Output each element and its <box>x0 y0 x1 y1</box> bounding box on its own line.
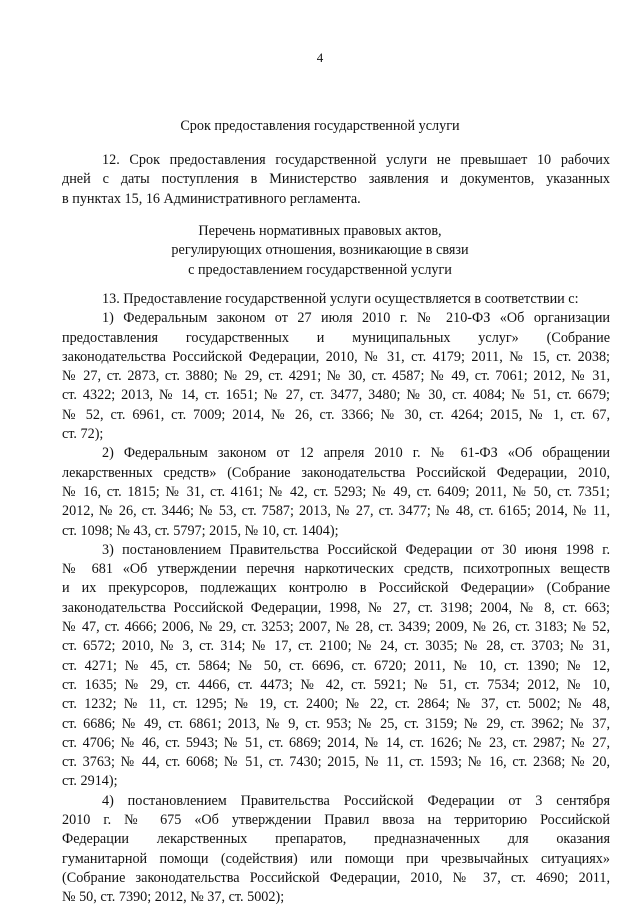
paragraph-line: 12. Срок предоставления государственной услуги не превышает 10 рабочих <box>102 152 610 168</box>
paragraph-12 <box>62 151 610 209</box>
item-3-line: ст. 2914); <box>62 773 118 790</box>
section-title: Срок предоставления государственной услуги <box>180 118 460 134</box>
paragraph-line: в пунктах 15, 16 Административного регламента. <box>62 190 361 207</box>
item-1-line: 1) Федеральным законом от 27 июля 2010 г. № 210-ФЗ «Об организации <box>102 310 610 327</box>
item-1-line: № 52, ст. 6961, ст. 7009; 2014, № 26, ст. 3366; № 30, ст. 4264; 2015, № 1, ст. 67, <box>62 406 610 423</box>
item-3-line: ст. 6686; № 49, ст. 6861; 2013, № 9, ст. 953; № 25, ст. 3159; № 29, ст. 3962; № 37, <box>62 715 610 732</box>
item-1-line: ст. 72); <box>62 426 104 443</box>
heading-line: Перечень нормативных правовых актов, <box>198 223 442 239</box>
item-3-line: ст. 4271; № 45, ст. 5864; № 50, ст. 6696, ст. 6720; 2011, № 10, ст. 1390; № 12, <box>62 657 610 674</box>
item-3-line: ст. 1232; № 11, ст. 1295; № 19, ст. 2400; № 22, ст. 2864; № 37, ст. 5002; № 48, <box>62 696 610 713</box>
item-4-line: (Собрание законодательства Российской Федерации, 2010, № 37, ст. 4690; 2011, <box>62 869 610 886</box>
heading-line: регулирующих отношения, возникающие в связи <box>171 242 469 259</box>
list-heading <box>0 222 640 280</box>
item-3-line: № 47, ст. 4666; 2006, № 29, ст. 3253; 2007, № 28, ст. 3439; 2009, № 26, ст. 3183; № 52, <box>62 619 610 636</box>
paragraph-intro: 13. Предоставление государственной услуги осуществляется в соответствии с: <box>102 291 579 307</box>
item-4-line: № 50, ст. 7390; 2012, № 37, ст. 5002); <box>62 889 285 906</box>
item-2-line: 2012, № 26, ст. 3446; № 53, ст. 7587; 2013, № 27, ст. 3477; № 48, ст. 6165; 2014, № 11, <box>62 503 610 520</box>
heading-line: с предоставлением государственной услуги <box>188 261 452 278</box>
item-4-line: Федерации лекарственных препаратов, предназначенных для оказания <box>62 831 610 848</box>
item-3-line: 3) постановлением Правительства Российской Федерации от 30 июня 1998 г. <box>102 541 610 558</box>
page-number: 4 <box>316 50 324 65</box>
item-4-line: 2010 г. № 675 «Об утверждении Правил ввоза на территорию Российской <box>62 812 610 829</box>
item-2-line: 2) Федеральным законом от 12 апреля 2010 г. № 61-ФЗ «Об обращении <box>102 445 610 462</box>
item-1-line: законодательства Российской Федерации, 2010, № 31, ст. 4179; 2011, № 15, ст. 2038; <box>62 348 610 365</box>
item-4-line: 4) постановлением Правительства Российской Федерации от 3 сентября <box>102 792 610 809</box>
item-1-line: № 27, ст. 2873, ст. 3880; № 29, ст. 4291; № 30, ст. 4587; № 49, ст. 7061; 2012, № 31, <box>62 368 610 385</box>
item-2-line: № 16, ст. 1815; № 31, ст. 4161; № 42, ст. 5293; № 49, ст. 6409; 2011, № 50, ст. 7351; <box>62 483 610 500</box>
item-2-line: лекарственных средств» (Собрание законодательства Российской Федерации, 2010, <box>62 464 610 481</box>
item-1-line: предоставления государственных и муниципальных услуг» (Собрание <box>62 329 610 346</box>
item-3-line: ст. 4706; № 46, ст. 5943; № 51, ст. 6869; 2014, № 14, ст. 1626; № 23, ст. 2987; № 27, <box>62 734 610 751</box>
item-3-line: ст. 3763; № 44, ст. 6068; № 51, ст. 7430; 2015, № 11, ст. 1593; № 16, ст. 2368; № 20, <box>62 754 610 771</box>
item-1-line: ст. 4322; 2013, № 14, ст. 1651; № 27, ст. 3477, 3480; № 30, ст. 4084; № 51, ст. 6679; <box>62 387 610 404</box>
item-3-line: ст. 6572; 2010, № 3, ст. 314; № 17, ст. 2100; № 24, ст. 3035; № 28, ст. 3703; № 31, <box>62 638 610 655</box>
paragraph-line: дней с даты поступления в Министерство заявления и документов, указанных <box>62 171 610 188</box>
item-3-line: ст. 1635; № 29, ст. 4466, ст. 4473; № 42, ст. 5921; № 51, ст. 7534; 2012, № 10, <box>62 676 610 693</box>
item-4-line: гуманитарной помощи (содействия) или помощи при чрезвычайных ситуациях» <box>62 850 610 867</box>
item-3-line: законодательства Российской Федерации, 1998, № 27, ст. 3198; 2004, № 8, ст. 663; <box>62 599 610 616</box>
paragraph-13 <box>62 290 610 908</box>
item-3-line: № 681 «Об утверждении перечня наркотических средств, психотропных веществ <box>62 561 610 578</box>
item-3-line: и их прекурсоров, подлежащих контролю в Российской Федерации» (Собрание <box>62 580 610 597</box>
item-2-line: ст. 1098; № 43, ст. 5797; 2015, № 10, ст. 1404); <box>62 522 339 539</box>
